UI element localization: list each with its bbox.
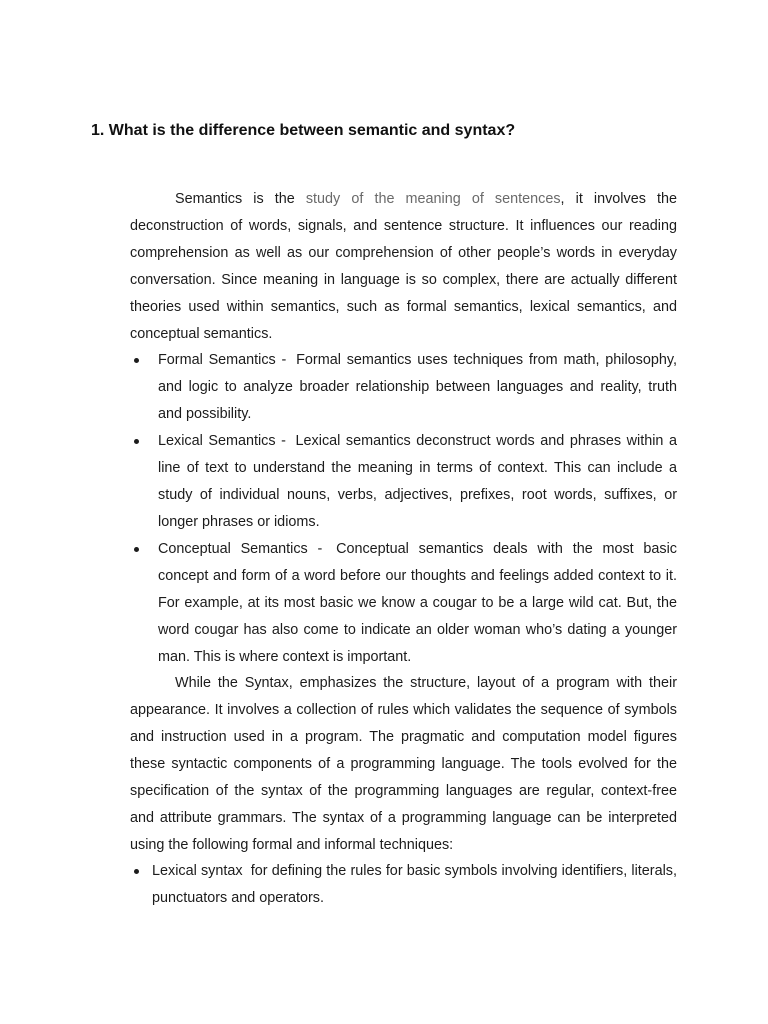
semantics-paragraph-highlight: study of the meaning of sentences xyxy=(305,191,561,207)
list-item-text: Formal semantics uses techniques from math, philosophy, and logic to analyze broader relationship between languages and reality, truth and possibility. xyxy=(158,352,677,422)
list-item-term: Lexical syntax xyxy=(152,863,243,879)
list-item-term: Formal Semantics - xyxy=(158,352,287,368)
list-item xyxy=(130,428,677,536)
syntax-paragraph: While the Syntax, emphasizes the structure, layout of a program with their appearance. It involves a collection of rules which validates the sequence of symbols and instruction used in a program. The pragmatic and computation model figures these syntactic components of a programming language. The tools evolved for the specification of the syntax of the programming languages are regular, context-free and attribute grammars. The syntax of a programming language can be interpreted using the following formal and informal techniques: xyxy=(130,675,677,853)
semantics-paragraph-lead: Semantics is the xyxy=(175,191,306,207)
syntax-techniques-list xyxy=(130,858,677,912)
question-heading: 1. What is the difference between semantic and syntax? xyxy=(91,122,516,139)
list-item xyxy=(130,536,677,671)
list-item-term: Conceptual Semantics - xyxy=(158,541,323,557)
list-item-text: Lexical semantics deconstruct words and phrases within a line of text to understand the meaning in terms of context. This can include a study of individual nouns, verbs, adjectives, prefixes, root words, suffixes, or longer phrases or idioms. xyxy=(158,433,678,530)
semantics-paragraph xyxy=(130,186,677,348)
bullet-icon xyxy=(134,547,139,552)
bullet-icon xyxy=(134,358,139,363)
list-item xyxy=(130,858,677,912)
semantics-paragraph-rest: , it involves the deconstruction of words, signals, and sentence structure. It influences our reading comprehension as well as our comprehension of other people’s words in everyday conversation. Since meaning in language is so complex, there are actually different theories used within semantics, such as formal semantics, lexical semantics, and conceptual semantics. xyxy=(130,191,677,342)
list-item-text: Conceptual semantics deals with the most basic concept and form of a word before our thoughts and feelings added context to it. For example, at its most basic we know a cougar to be a large wild cat. But, the word cougar has also come to indicate an older woman who’s dating a younger man. This is where context is important. xyxy=(158,541,678,665)
semantics-types-list xyxy=(130,347,677,671)
list-item-term: Lexical Semantics - xyxy=(158,433,286,449)
list-item xyxy=(130,347,677,428)
bullet-icon xyxy=(134,869,139,874)
list-item-text: for defining the rules for basic symbols involving identifiers, literals, punctuators and operators. xyxy=(152,863,677,906)
bullet-icon xyxy=(134,439,139,444)
